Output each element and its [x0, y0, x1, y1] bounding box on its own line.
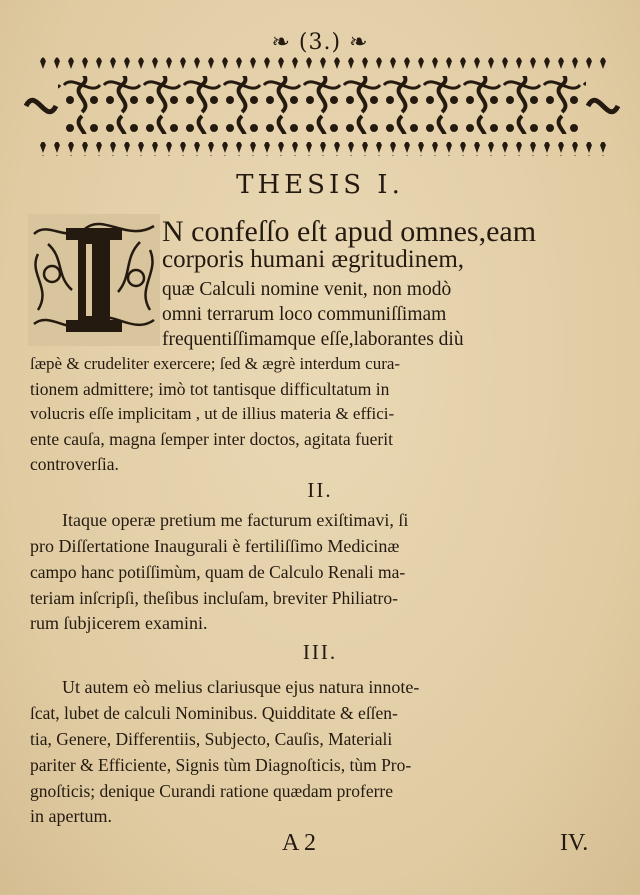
text-line: N confeſſo eſt apud omnes,eam [162, 215, 537, 248]
text-line: volucris eſſe implicitam , ut de illius materia & effici- [30, 404, 395, 423]
thesis-title: THESIS I. [236, 170, 404, 200]
text-line: ente cauſa, magna ſemper inter doctos, agitata fuerit [30, 429, 393, 449]
text-line: Ut autem eò melius clariusque ejus natura innote- [62, 677, 420, 697]
ornament-left-icon: ❧ [271, 30, 291, 55]
text-line: rum ſubjicerem examini. [30, 613, 208, 633]
decorated-initial-icon [28, 214, 160, 346]
ornament-right-icon: ❧ [349, 30, 369, 55]
text-line: campo hanc potiſſimùm, quam de Calculo Renali ma- [30, 562, 406, 582]
text-line: in apertum. [30, 806, 112, 826]
text-line: frequentiſſimamque eſſe,laborantes diù [162, 329, 464, 350]
floral-border-ornament-icon [22, 56, 622, 160]
text-line: Itaque operæ pretium me facturum exiſtimavi, ſi [62, 510, 409, 530]
text-line: ſæpè & crudeliter exercere; ſed & ægrè interdum cura- [30, 354, 401, 373]
section-heading-2: II. [307, 478, 333, 502]
text-line: omni terrarum loco communiſſimam [162, 304, 447, 325]
text-line: tia, Genere, Differentiis, Subjecto, Cauſis, Materiali [30, 729, 393, 749]
signature-mark: A 2 [282, 830, 317, 856]
text-line: pro Diſſertatione Inaugurali è fertiliſſimo Medicinæ [30, 536, 400, 556]
text-line: pariter & Efficiente, Signis tùm Diagnoſticis, tùm Pro- [30, 755, 412, 775]
text-line: tionem admittere; imò tot tantisque difficultatum in [30, 379, 390, 399]
page-footer [0, 830, 640, 866]
text-line: gnoſticis; denique Curandi ratione quædam proferre [30, 781, 394, 801]
text-line: teriam inſcripſi, theſibus incluſam, breviter Philiatro- [30, 588, 398, 608]
page-number: ❧ (3.) ❧ [271, 30, 369, 55]
text-line: quæ Calculi nomine venit, non modò [162, 279, 452, 300]
section-heading-3: III. [302, 640, 338, 664]
text-line: controverſia. [30, 454, 119, 474]
text-line: ſcat, lubet de calculi Nominibus. Quidditate & eſſen- [30, 703, 398, 723]
catchword: IV. [560, 830, 589, 856]
text-line: corporis humani ægritudinem, [162, 246, 465, 273]
